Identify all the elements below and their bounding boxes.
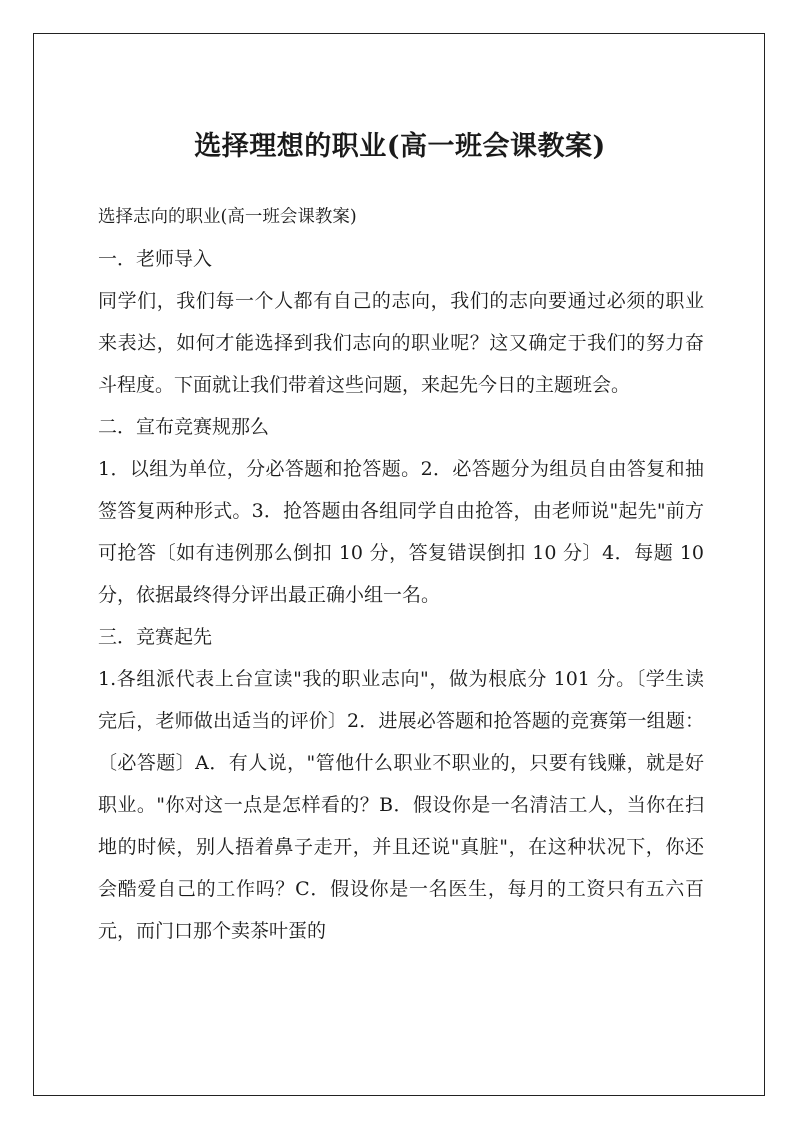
paragraph-intro: 同学们，我们每一个人都有自己的志向，我们的志向要通过必须的职业来表达，如何才能选择到我们志向的职业呢？这又确定于我们的努力奋斗程度。下面就让我们带着这些问题，来起先今日的主题班会。 [98,290,704,396]
subtitle-paragraph: 选择志向的职业(高一班会课教案) [98,207,357,227]
paragraph-competition: 1.各组派代表上台宣读"我的职业志向"，做为根底分 101 分。〔学生读完后，老师做出适当的评价〕2．进展必答题和抢答题的竞赛第一组题：〔必答题〕A．有人说，"管他什么职业不职业的，只要有钱赚，就是好职业。"你对这一点是怎样看的？B．假设你是一名清洁工人，当你在扫地的时候，别人捂着鼻子走开，并且还说"真脏"，在这种状况下，你还会酷爱自己的工作吗？C．假设你是一名医生，每月的工资只有五六百元，而门口那个卖茶叶蛋的 [98,668,704,942]
paragraph-rules: 1．以组为单位，分必答题和抢答题。2．必答题分为组员自由答复和抽签答复两种形式。3．抢答题由各组同学自由抢答，由老师说"起先"前方可抢答〔如有违例那么倒扣 10 分，答复错误倒扣 10 分〕4．每题 10 分，依据最终得分评出最正确小组一名。 [98,458,704,606]
document-body [98,196,704,952]
section-heading-2: 二．宣布竞赛规那么 [98,416,270,438]
section-heading-3: 三．竞赛起先 [98,626,213,648]
document-title: 选择理想的职业(高一班会课教案) [194,131,606,162]
section-heading-1: 一．老师导入 [98,248,213,270]
